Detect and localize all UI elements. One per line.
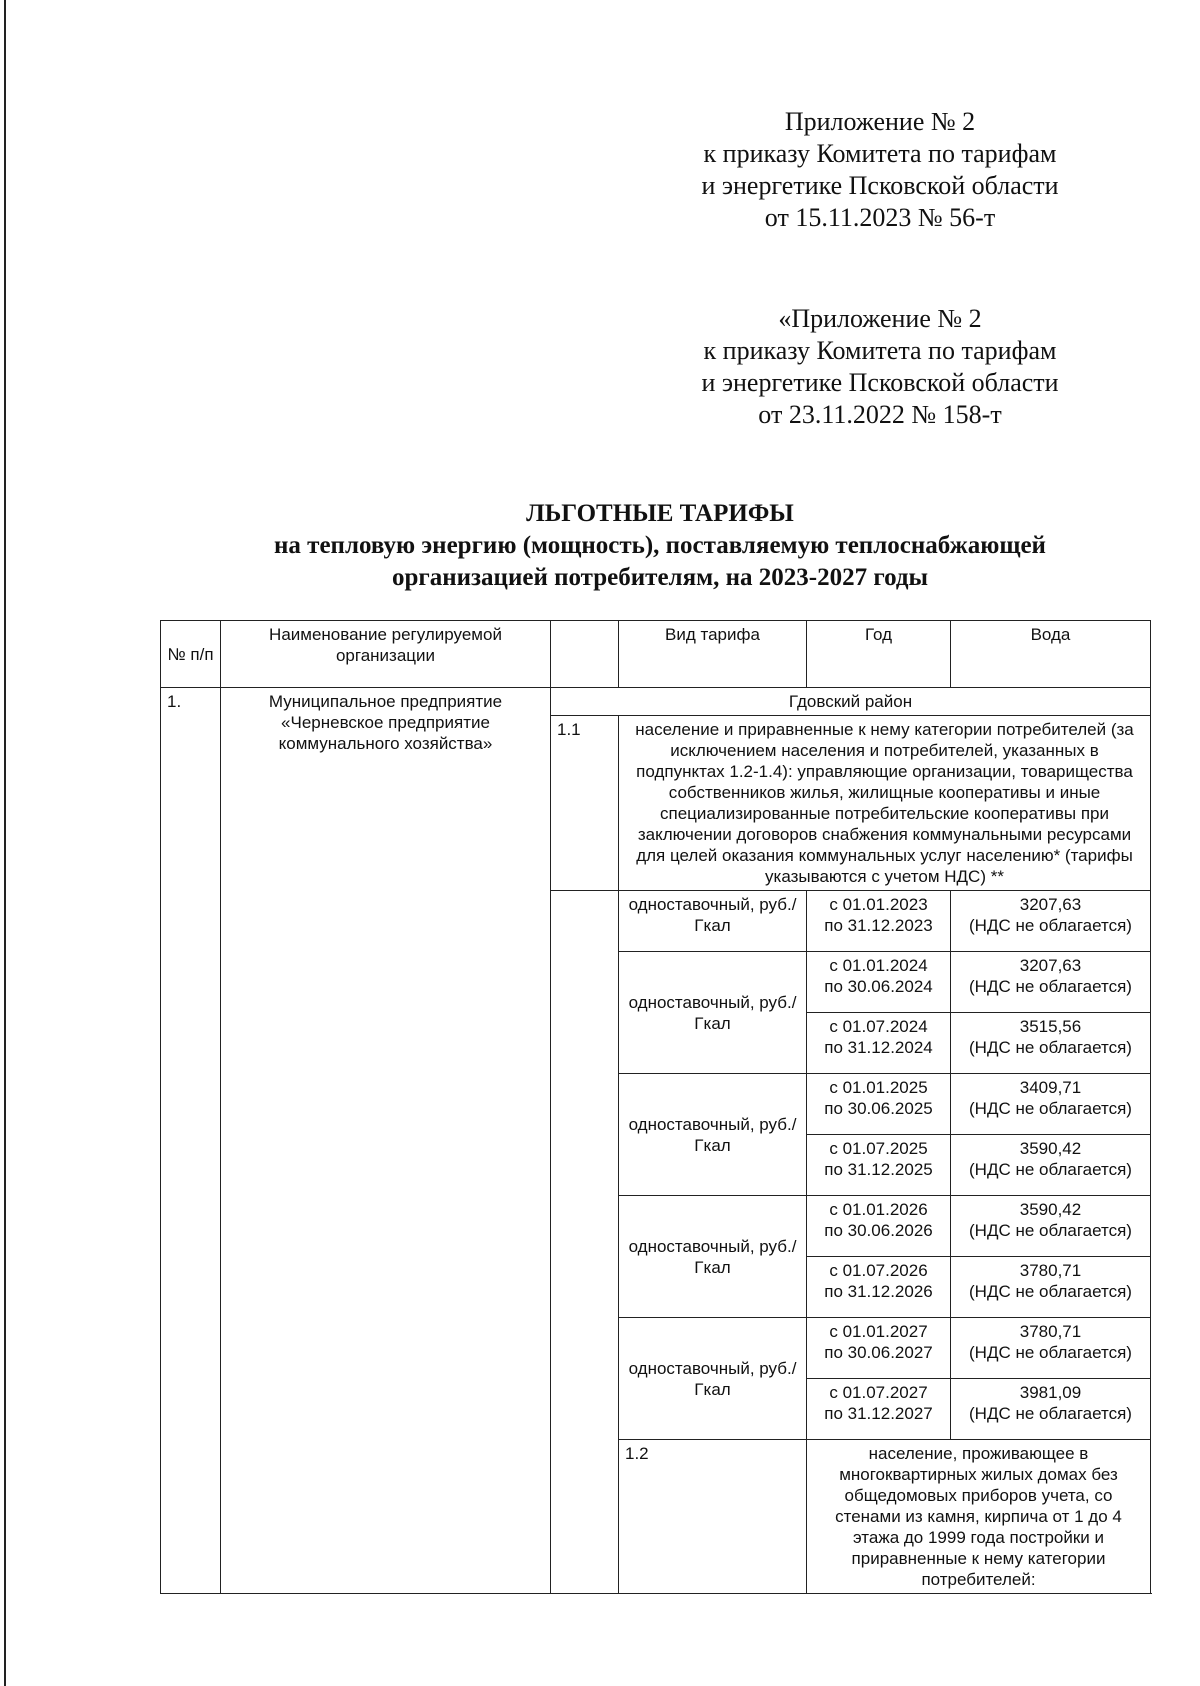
section-number: 1.2 — [619, 1440, 807, 1594]
period-to: по 31.12.2027 — [824, 1404, 933, 1423]
appendix-header-line: и энергетике Псковской области — [701, 368, 1059, 397]
tariff-value-cell — [951, 1013, 1151, 1074]
vat-note: (НДС не облагается) — [969, 1343, 1132, 1362]
tariff-value: 3780,71 — [1019, 1322, 1082, 1341]
table-header-row — [161, 621, 1151, 688]
tariff-value-cell — [951, 952, 1151, 1013]
period-from: с 01.01.2025 — [829, 1078, 928, 1097]
appendix-header-line: от 23.11.2022 № 158-т — [758, 400, 1002, 429]
tariff-period — [807, 1257, 951, 1318]
period-from: с 01.07.2025 — [829, 1139, 928, 1158]
tariff-period — [807, 1196, 951, 1257]
tariff-value-cell — [951, 1379, 1151, 1440]
period-from: с 01.01.2026 — [829, 1200, 928, 1219]
document-title-line: на тепловую энергию (мощность), поставляемую теплоснабжающей — [274, 532, 1046, 559]
document-title-line: ЛЬГОТНЫЕ ТАРИФЫ — [526, 500, 794, 527]
vat-note: (НДС не облагается) — [969, 1404, 1132, 1423]
period-from: с 01.01.2024 — [829, 956, 928, 975]
tariff-type: одноставочный, руб./Гкал — [619, 1074, 807, 1196]
period-to: по 30.06.2025 — [824, 1099, 933, 1118]
tariff-value-cell — [951, 1074, 1151, 1135]
tariff-type: одноставочный, руб./Гкал — [619, 1318, 807, 1440]
appendix-header-line: от 15.11.2023 № 56-т — [764, 203, 996, 232]
district-name: Гдовский район — [551, 688, 1151, 716]
tariff-table — [160, 620, 1151, 1594]
period-from: с 01.07.2026 — [829, 1261, 928, 1280]
period-to: по 31.12.2024 — [824, 1038, 933, 1057]
document-title-line: организацией потребителям, на 2023-2027 годы — [391, 564, 929, 591]
vat-note: (НДС не облагается) — [969, 1282, 1132, 1301]
column-header-water: Вода — [951, 621, 1151, 688]
tariff-value-cell — [951, 1318, 1151, 1379]
column-header-number: № п/п — [161, 621, 221, 688]
tariff-period — [807, 1074, 951, 1135]
period-to: по 31.12.2026 — [824, 1282, 933, 1301]
tariff-value: 3981,09 — [1019, 1383, 1082, 1402]
consumer-category: население и приравненные к нему категории потребителей (за исключением населения и потребителей, указанных в подпунктах 1.2-1.4): управляющие организации, товарищества собственников жилья, жилищные кооперативы и иные специализированные потребительские кооперативы при заключении договоров снабжения коммунальными ресурсами для целей оказания коммунальных услуг населению* (тарифы указываются с учетом НДС) ** — [619, 716, 1151, 891]
appendix-header-current — [660, 106, 1100, 234]
period-to: по 30.06.2024 — [824, 977, 933, 996]
tariff-period — [807, 1135, 951, 1196]
tariff-period — [807, 1318, 951, 1379]
tariff-period — [807, 1379, 951, 1440]
period-from: с 01.07.2024 — [829, 1017, 928, 1036]
tariff-period — [807, 1013, 951, 1074]
row-number: 1. — [161, 688, 221, 1594]
tariff-type: одноставочный, руб./Гкал — [619, 952, 807, 1074]
period-from: с 01.01.2023 — [829, 895, 928, 914]
document-title — [150, 498, 1170, 594]
column-header-subitem — [551, 621, 619, 688]
tariff-value: 3590,42 — [1019, 1200, 1082, 1219]
appendix-header-previous — [660, 303, 1100, 431]
vat-note: (НДС не облагается) — [969, 1099, 1132, 1118]
table-row — [161, 688, 1151, 716]
section-spacer — [551, 891, 619, 1594]
period-to: по 31.12.2023 — [824, 916, 933, 935]
appendix-header-line: к приказу Комитета по тарифам — [703, 139, 1057, 168]
consumer-category: население, проживающее в многоквартирных жилых домах без общедомовых приборов учета, со стенами из камня, кирпича от 1 до 4 этажа до 1999 года постройки и приравненные к нему категории потребителей: — [807, 1440, 1151, 1594]
column-header-tariff-type: Вид тарифа — [619, 621, 807, 688]
period-from: с 01.01.2027 — [829, 1322, 928, 1341]
tariff-value: 3515,56 — [1019, 1017, 1082, 1036]
column-header-year: Год — [807, 621, 951, 688]
page-left-border — [4, 0, 6, 1686]
tariff-period — [807, 952, 951, 1013]
tariff-value-cell — [951, 1257, 1151, 1318]
tariff-value-cell — [951, 1135, 1151, 1196]
vat-note: (НДС не облагается) — [969, 1221, 1132, 1240]
tariff-value: 3409,71 — [1019, 1078, 1082, 1097]
organization-name: Муниципальное предприятие «Черневское предприятие коммунального хозяйства» — [221, 688, 551, 1594]
period-to: по 30.06.2026 — [824, 1221, 933, 1240]
tariff-period — [807, 891, 951, 952]
vat-note: (НДС не облагается) — [969, 977, 1132, 996]
appendix-header-line: к приказу Комитета по тарифам — [703, 336, 1057, 365]
period-to: по 30.06.2027 — [824, 1343, 933, 1362]
vat-note: (НДС не облагается) — [969, 1160, 1132, 1179]
appendix-header-line: Приложение № 2 — [784, 107, 976, 136]
vat-note: (НДС не облагается) — [969, 916, 1132, 935]
tariff-value-cell — [951, 1196, 1151, 1257]
column-header-organization: Наименование регулируемой организации — [221, 621, 551, 688]
tariff-value: 3207,63 — [1019, 895, 1082, 914]
period-from: с 01.07.2027 — [829, 1383, 928, 1402]
appendix-header-line: и энергетике Псковской области — [701, 171, 1059, 200]
tariff-value: 3590,42 — [1019, 1139, 1082, 1158]
section-number: 1.1 — [551, 716, 619, 891]
appendix-header-line: «Приложение № 2 — [778, 304, 982, 333]
tariff-value: 3207,63 — [1019, 956, 1082, 975]
tariff-value: 3780,71 — [1019, 1261, 1082, 1280]
tariff-value-cell — [951, 891, 1151, 952]
tariff-type: одноставочный, руб./Гкал — [619, 1196, 807, 1318]
period-to: по 31.12.2025 — [824, 1160, 933, 1179]
tariff-type: одноставочный, руб./Гкал — [619, 891, 807, 952]
vat-note: (НДС не облагается) — [969, 1038, 1132, 1057]
